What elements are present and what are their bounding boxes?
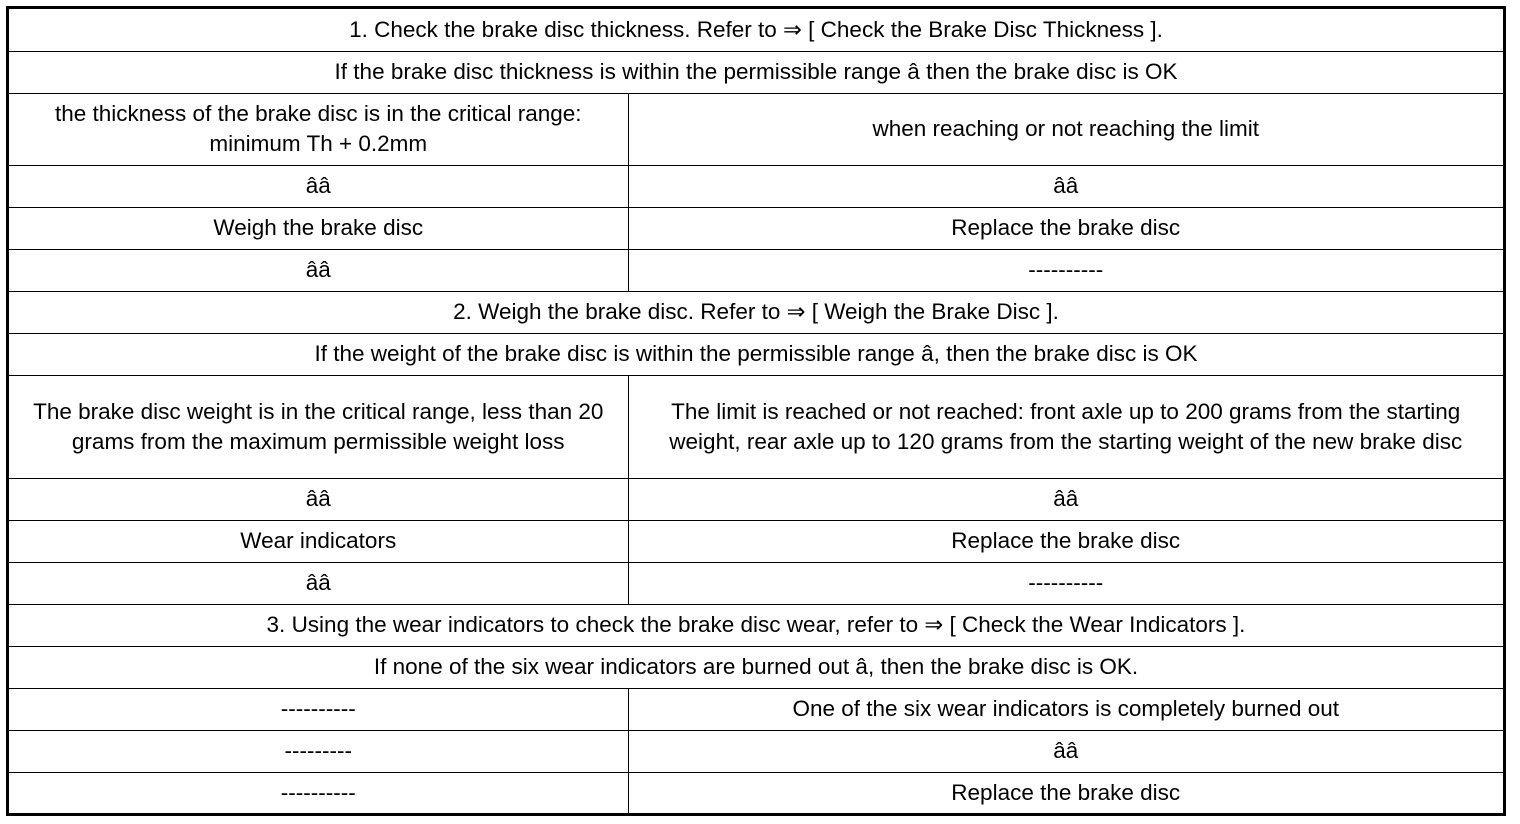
dash-cell: ---------- [628,249,1503,291]
arrow-cell: ââ [9,562,628,604]
table-row [9,604,1503,646]
dash-cell: --------- [9,730,628,772]
arrow-cell: ââ [9,249,628,291]
step-1-ok-condition: If the brake disc thickness is within the permissible range â then the brake disc is OK [9,51,1503,93]
brake-disc-check-table [9,9,1503,814]
step-3-heading: 3. Using the wear indicators to check the brake disc wear, refer to ⇒ [ Check the Wear Indicators ]. [9,604,1503,646]
table-row [9,375,1503,478]
arrow-cell: ââ [9,165,628,207]
table-row [9,730,1503,772]
arrow-cell: ââ [9,478,628,520]
step-3-burned-out-cell: One of the six wear indicators is completely burned out [628,688,1503,730]
dash-cell: ---------- [9,688,628,730]
procedure-sheet [6,6,1506,816]
table-row [9,478,1503,520]
arrow-cell: ââ [628,165,1503,207]
table-row [9,51,1503,93]
table-row [9,93,1503,165]
table-row [9,772,1503,814]
step-1-limit-cell: when reaching or not reaching the limit [628,93,1503,165]
step-3-ok-condition: If none of the six wear indicators are burned out â, then the brake disc is OK. [9,646,1503,688]
step-1-critical-range-cell: the thickness of the brake disc is in the critical range: minimum Th + 0.2mm [9,93,628,165]
arrow-cell: ââ [628,730,1503,772]
step-1-heading: 1. Check the brake disc thickness. Refer to ⇒ [ Check the Brake Disc Thickness ]. [9,9,1503,51]
arrow-cell: ââ [628,478,1503,520]
table-row [9,520,1503,562]
dash-cell: ---------- [9,772,628,814]
table-row [9,688,1503,730]
action-cell: Replace the brake disc [628,520,1503,562]
table-row [9,291,1503,333]
dash-cell: ---------- [628,562,1503,604]
step-2-critical-range-cell: The brake disc weight is in the critical range, less than 20 grams from the maximum permissible weight loss [9,375,628,478]
action-cell: Replace the brake disc [628,207,1503,249]
action-cell: Replace the brake disc [628,772,1503,814]
table-row [9,249,1503,291]
step-2-heading: 2. Weigh the brake disc. Refer to ⇒ [ Weigh the Brake Disc ]. [9,291,1503,333]
action-cell: Wear indicators [9,520,628,562]
table-row [9,207,1503,249]
action-cell: Weigh the brake disc [9,207,628,249]
table-row [9,646,1503,688]
table-row [9,165,1503,207]
step-2-limit-cell: The limit is reached or not reached: front axle up to 200 grams from the starting weight, rear axle up to 120 grams from the starting weight of the new brake disc [628,375,1503,478]
step-2-ok-condition: If the weight of the brake disc is within the permissible range â, then the brake disc is OK [9,333,1503,375]
table-row [9,562,1503,604]
table-row [9,9,1503,51]
table-row [9,333,1503,375]
